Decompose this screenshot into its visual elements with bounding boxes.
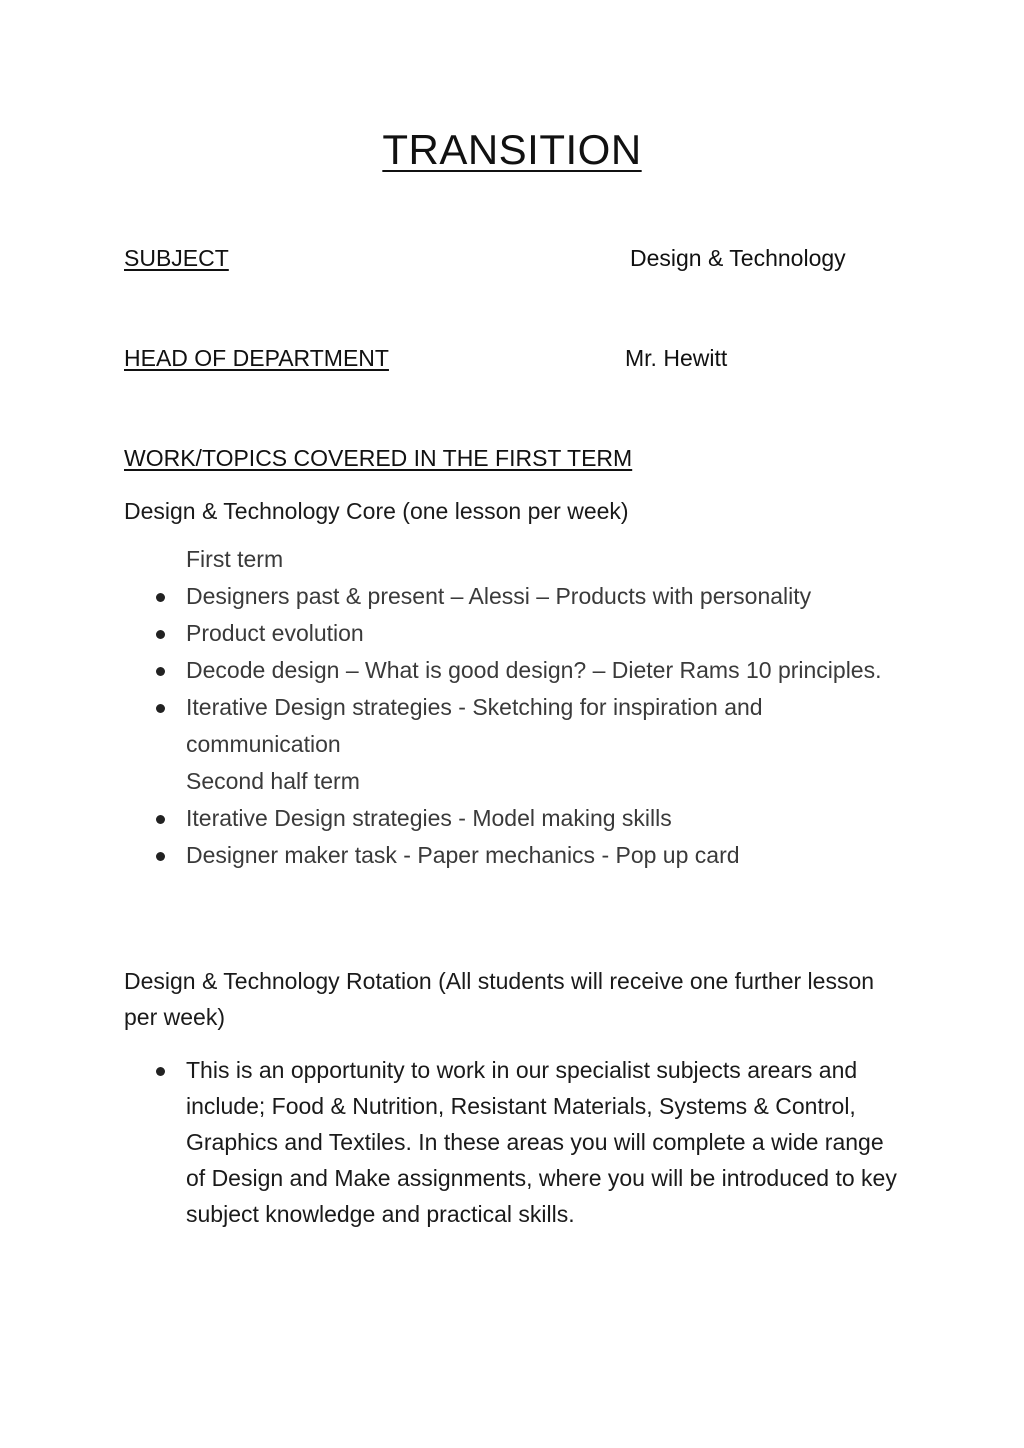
list-item-text: Product evolution: [186, 620, 364, 646]
list-item-text: This is an opportunity to work in our specialist subjects arears and include; Food & Nutrition, Resistant Materials, Systems & Control, Graphics and Textiles. In these areas you will complete a wide range of Design and Make assignments, where you will be introduced to key subject knowledge and practical skills.: [186, 1057, 897, 1227]
bullet-icon: [156, 815, 165, 824]
list-item: [124, 615, 904, 652]
list-item: [124, 837, 904, 874]
list-item: [124, 652, 886, 689]
bullet-icon: [156, 852, 165, 861]
bullet-icon: [156, 630, 165, 639]
rotation-list: [124, 1052, 914, 1232]
list-item: [124, 1052, 906, 1232]
bullet-icon: [156, 593, 165, 602]
core-topics-list: [124, 541, 904, 874]
second-half-term-label: Second half term: [186, 768, 360, 794]
list-item: [124, 578, 904, 615]
list-item: [124, 800, 904, 837]
list-item: [124, 689, 886, 763]
page-title: TRANSITION: [382, 126, 642, 173]
core-heading: Design & Technology Core (one lesson per week): [124, 498, 629, 524]
subject-value: Design & Technology: [630, 245, 846, 271]
work-topics-heading: WORK/TOPICS COVERED IN THE FIRST TERM: [124, 445, 633, 471]
list-item-text: Iterative Design strategies - Model making skills: [186, 805, 672, 831]
bullet-icon: [156, 1067, 165, 1076]
head-of-department-label: HEAD OF DEPARTMENT: [124, 345, 389, 371]
rotation-heading: Design & Technology Rotation (All students will receive one further lesson per week): [124, 968, 875, 1030]
list-item-text: Designers past & present – Alessi – Products with personality: [186, 583, 812, 609]
list-item-text: Designer maker task - Paper mechanics - Pop up card: [186, 842, 740, 868]
list-item-text: Iterative Design strategies - Sketching for inspiration and communication: [186, 694, 763, 757]
bullet-icon: [156, 667, 165, 676]
list-item-text: Decode design – What is good design? – Dieter Rams 10 principles.: [186, 657, 882, 683]
bullet-icon: [156, 704, 165, 713]
first-term-label: First term: [186, 546, 284, 572]
subject-label: SUBJECT: [124, 245, 229, 271]
head-of-department-value: Mr. Hewitt: [625, 345, 728, 371]
